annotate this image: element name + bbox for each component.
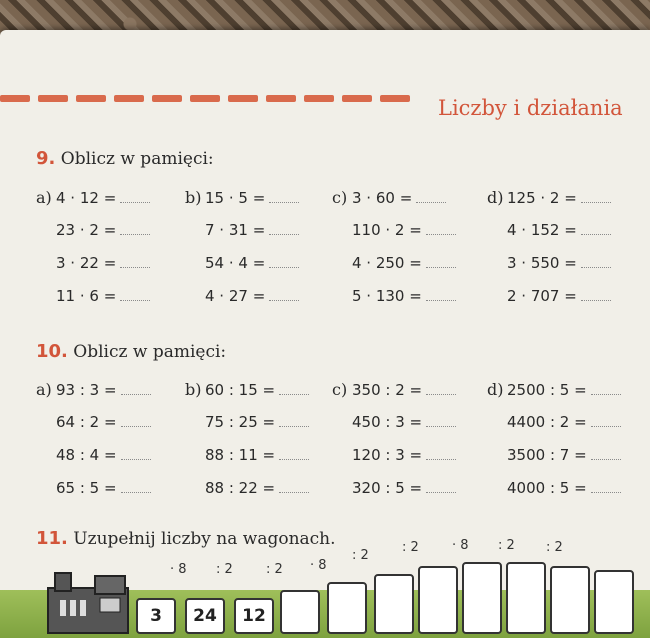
exercise-letter: b) — [185, 188, 202, 207]
locomotive-illustration — [40, 568, 135, 638]
exercise-item — [185, 287, 299, 305]
exercise-letter: d) — [487, 188, 504, 207]
answer-blank[interactable] — [120, 191, 150, 203]
wagon-operation-label: : 2 — [352, 548, 369, 563]
answer-blank[interactable] — [581, 191, 611, 203]
exercise-item — [36, 380, 151, 399]
exercise-expression: 450 : 3 = — [352, 413, 423, 431]
wagon-operation-label: · 8 — [310, 558, 327, 573]
exercise-letter: c) — [332, 380, 348, 399]
wagon-operation-label: · 8 — [452, 538, 469, 553]
exercise-expression: 15 · 5 = — [205, 189, 266, 207]
exercise-item — [332, 287, 456, 305]
exercise-item — [185, 413, 309, 431]
wagon-operation-label: · 8 — [170, 562, 187, 577]
exercise-expression: 75 : 25 = — [205, 413, 276, 431]
answer-blank[interactable] — [426, 289, 456, 301]
wagon-operation-label: : 2 — [546, 540, 563, 555]
wagon: 12 — [234, 598, 274, 634]
wagon[interactable] — [374, 574, 414, 634]
answer-blank[interactable] — [121, 415, 151, 427]
exercise-letter: b) — [185, 380, 202, 399]
answer-blank[interactable] — [591, 481, 621, 493]
exercise-expression: 7 · 31 = — [205, 221, 266, 239]
exercise-expression: 88 : 11 = — [205, 446, 276, 464]
exercise-item — [36, 446, 151, 464]
answer-blank[interactable] — [269, 289, 299, 301]
answer-blank[interactable] — [120, 256, 150, 268]
exercise-item — [185, 446, 309, 464]
wagon[interactable] — [327, 582, 367, 634]
exercise-expression: 23 · 2 = — [56, 221, 117, 239]
exercise-expression: 54 · 4 = — [205, 254, 266, 272]
exercise-expression: 64 : 2 = — [56, 413, 117, 431]
exercise-expression: 48 : 4 = — [56, 446, 117, 464]
exercise-item — [487, 479, 621, 497]
exercise-letter: d) — [487, 380, 504, 399]
exercise-expression: 5 · 130 = — [352, 287, 422, 305]
exercise-expression: 88 : 22 = — [205, 479, 276, 497]
wagon[interactable] — [462, 562, 502, 634]
exercise-item — [487, 221, 611, 239]
exercise-item — [332, 188, 446, 207]
answer-blank[interactable] — [120, 289, 150, 301]
exercise-expression: 2500 : 5 = — [507, 381, 587, 399]
exercise-expression: 3500 : 7 = — [507, 446, 587, 464]
exercise-item — [36, 254, 150, 272]
exercise-letter: c) — [332, 188, 348, 207]
answer-blank[interactable] — [426, 415, 456, 427]
answer-blank[interactable] — [591, 415, 621, 427]
exercise-item — [487, 413, 621, 431]
exercise-letter: a) — [36, 188, 52, 207]
exercise-expression: 125 · 2 = — [507, 189, 577, 207]
exercise-item — [36, 413, 151, 431]
wagon-operation-label: : 2 — [402, 540, 419, 555]
answer-blank[interactable] — [426, 383, 456, 395]
answer-blank[interactable] — [426, 448, 456, 460]
exercise-item — [487, 254, 611, 272]
answer-blank[interactable] — [121, 448, 151, 460]
wagon[interactable] — [506, 562, 546, 634]
exercise-expression: 65 : 5 = — [56, 479, 117, 497]
answer-blank[interactable] — [591, 383, 621, 395]
task-10-instruction: Oblicz w pamięci: — [73, 342, 227, 362]
exercise-item — [332, 413, 456, 431]
answer-blank[interactable] — [269, 223, 299, 235]
task-10-number: 10. — [36, 341, 68, 362]
exercise-expression: 110 · 2 = — [352, 221, 422, 239]
exercise-item — [487, 188, 611, 207]
answer-blank[interactable] — [426, 223, 456, 235]
answer-blank[interactable] — [581, 289, 611, 301]
header-decoration — [0, 92, 425, 104]
answer-blank[interactable] — [120, 223, 150, 235]
exercise-item — [487, 287, 611, 305]
task-11-number: 11. — [36, 528, 68, 549]
exercise-expression: 2 · 707 = — [507, 287, 577, 305]
answer-blank[interactable] — [279, 448, 309, 460]
exercise-item — [185, 479, 309, 497]
task-9-title — [36, 148, 214, 169]
exercise-item — [487, 380, 621, 399]
chapter-title: Liczby i działania — [438, 96, 623, 120]
answer-blank[interactable] — [269, 191, 299, 203]
answer-blank[interactable] — [279, 383, 309, 395]
answer-blank[interactable] — [121, 383, 151, 395]
wagon-operation-label: : 2 — [266, 562, 283, 577]
exercise-expression: 320 : 5 = — [352, 479, 423, 497]
exercise-expression: 4 · 250 = — [352, 254, 422, 272]
task-11-instruction: Uzupełnij liczby na wagonach. — [73, 529, 336, 549]
exercise-item — [332, 380, 456, 399]
answer-blank[interactable] — [121, 481, 151, 493]
answer-blank[interactable] — [416, 191, 446, 203]
answer-blank[interactable] — [581, 256, 611, 268]
wagon: 3 — [136, 598, 176, 634]
wagon[interactable] — [550, 566, 590, 634]
wagon: 24 — [185, 598, 225, 634]
answer-blank[interactable] — [269, 256, 299, 268]
exercise-letter: a) — [36, 380, 52, 399]
task-11-title — [36, 528, 336, 549]
exercise-expression: 120 : 3 = — [352, 446, 423, 464]
exercise-expression: 3 · 22 = — [56, 254, 117, 272]
wagon-operation-label: : 2 — [498, 538, 515, 553]
exercise-expression: 3 · 60 = — [352, 189, 413, 207]
exercise-expression: 11 · 6 = — [56, 287, 117, 305]
exercise-item — [332, 479, 456, 497]
exercise-expression: 93 : 3 = — [56, 381, 117, 399]
exercise-expression: 350 : 2 = — [352, 381, 423, 399]
exercise-expression: 4 · 152 = — [507, 221, 577, 239]
exercise-expression: 60 : 15 = — [205, 381, 276, 399]
answer-blank[interactable] — [581, 223, 611, 235]
exercise-item — [36, 188, 150, 207]
exercise-item — [332, 221, 456, 239]
answer-blank[interactable] — [426, 481, 456, 493]
exercise-expression: 4 · 12 = — [56, 189, 117, 207]
exercise-item — [185, 254, 299, 272]
task-9-number: 9. — [36, 148, 56, 169]
wagon[interactable] — [418, 566, 458, 634]
exercise-item — [487, 446, 621, 464]
answer-blank[interactable] — [591, 448, 621, 460]
exercise-item — [185, 380, 309, 399]
answer-blank[interactable] — [426, 256, 456, 268]
exercise-expression: 4000 : 5 = — [507, 479, 587, 497]
exercise-item — [332, 254, 456, 272]
task-10-title — [36, 341, 226, 362]
wagon[interactable] — [594, 570, 634, 634]
exercise-item — [185, 221, 299, 239]
exercise-item — [332, 446, 456, 464]
wagon[interactable] — [280, 590, 320, 634]
answer-blank[interactable] — [279, 481, 309, 493]
exercise-item — [36, 287, 150, 305]
answer-blank[interactable] — [279, 415, 309, 427]
exercise-expression: 3 · 550 = — [507, 254, 577, 272]
exercise-item — [36, 221, 150, 239]
exercise-expression: 4 · 27 = — [205, 287, 266, 305]
exercise-expression: 4400 : 2 = — [507, 413, 587, 431]
exercise-item — [36, 479, 151, 497]
task-9-instruction: Oblicz w pamięci: — [60, 149, 214, 169]
wagon-operation-label: : 2 — [216, 562, 233, 577]
exercise-item — [185, 188, 299, 207]
